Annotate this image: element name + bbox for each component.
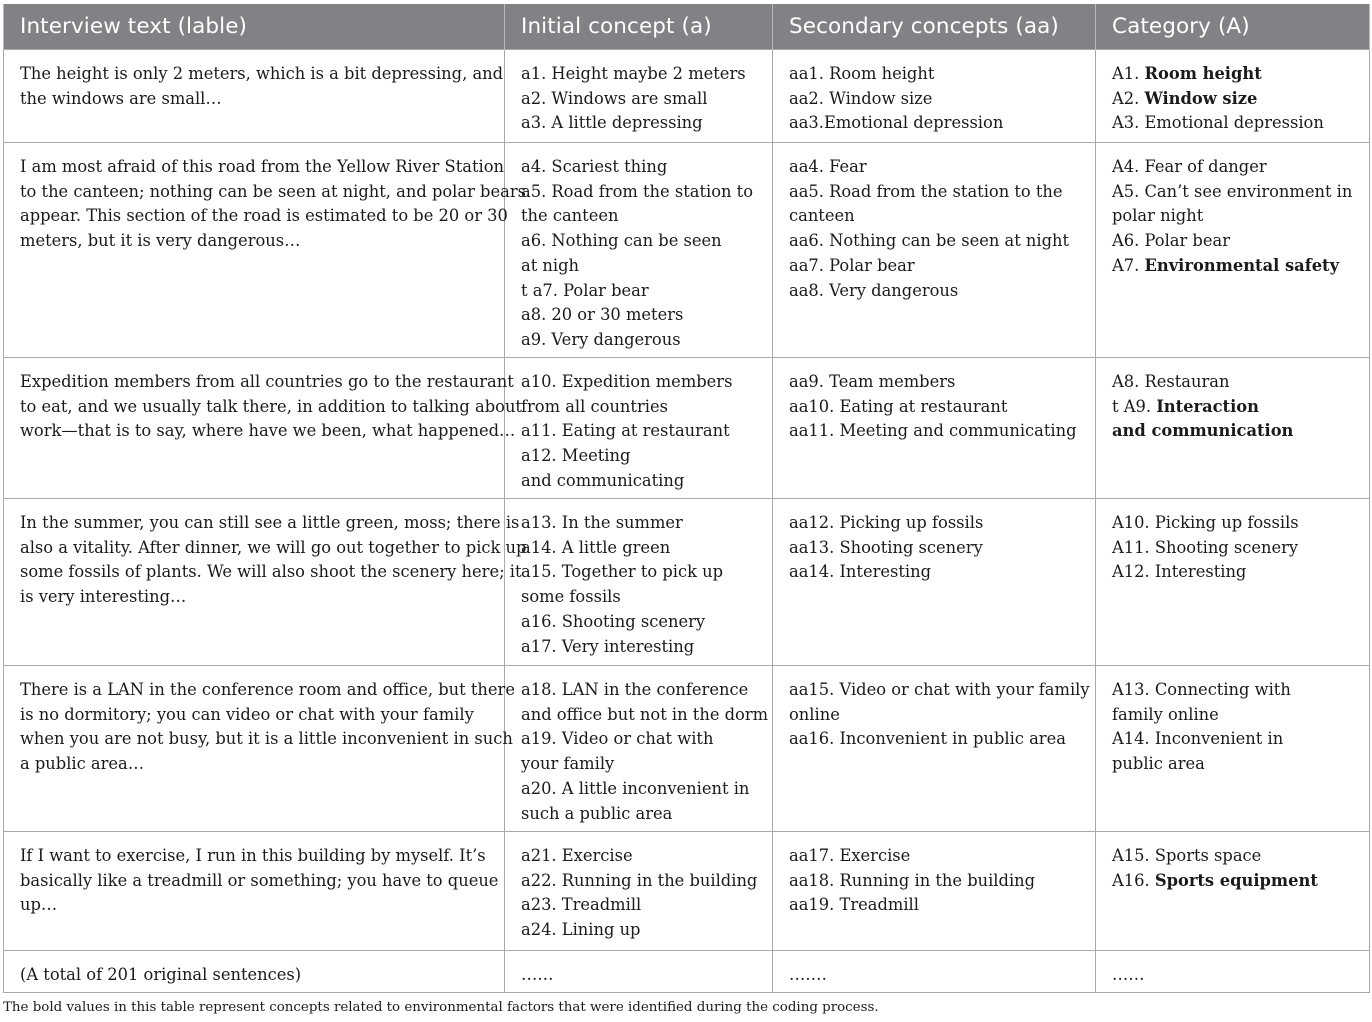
category-label: polar night [1112, 206, 1204, 226]
table-row [4, 50, 1370, 143]
secondary-concept-item: aa10. Eating at restaurant [789, 396, 1008, 416]
initial-concept-item: a20. A little inconvenient in [521, 778, 750, 798]
table-body [4, 50, 1370, 993]
secondary-concept-item: aa4. Fear [789, 157, 867, 176]
initial-concept-cell [505, 832, 773, 951]
secondary-concept-item: aa5. Road from the station to the [789, 181, 1063, 201]
category-label: …… [1112, 965, 1145, 984]
interview-text-line: The height is only 2 meters, which is a bit depressing, and [20, 64, 504, 83]
interview-text-line: appear. This section of the road is estimated to be 20 or 30 [20, 206, 508, 226]
interview-text-line: to the canteen; nothing can be seen at night, and polar bears [20, 181, 526, 201]
secondary-concept-item: ……. [789, 965, 827, 984]
interview-text-line: is very interesting… [20, 587, 187, 607]
category-item [1112, 229, 1359, 254]
interview-text-cell [4, 832, 505, 951]
header-initial-concept: Initial concept (a) [505, 4, 773, 50]
initial-concept-item: …… [521, 965, 554, 984]
interview-text-line: (A total of 201 original sentences) [20, 965, 302, 984]
table-row [4, 951, 1370, 993]
header-category: Category (A) [1096, 4, 1370, 50]
category-cell [1096, 50, 1370, 143]
header-secondary-concepts: Secondary concepts (aa) [773, 4, 1096, 50]
interview-text-line: meters, but it is very dangerous… [20, 231, 301, 251]
category-label: A6. Polar bear [1112, 231, 1230, 251]
secondary-concept-item: aa13. Shooting scenery [789, 537, 983, 557]
initial-concept-item: t a7. Polar bear [521, 280, 649, 300]
initial-concept-item: a11. Eating at restaurant [521, 421, 730, 441]
secondary-concept-item: aa15. Video or chat with your family [789, 680, 1090, 699]
interview-text-line: work—that is to say, where have we been, what happened… [20, 421, 516, 441]
category-bold-term: Sports equipment [1154, 870, 1318, 890]
initial-concept-item: a12. Meeting [521, 446, 631, 466]
initial-concept-item: a3. A little depressing [521, 113, 703, 133]
coding-table [3, 4, 1370, 993]
initial-concept-item: a2. Windows are small [521, 88, 708, 108]
table-row [4, 358, 1370, 499]
secondary-concept-item: aa9. Team members [789, 372, 956, 391]
category-label: A11. Shooting scenery [1112, 537, 1299, 557]
secondary-concept-item: aa8. Very dangerous [789, 280, 959, 300]
coding-table-container [3, 4, 1369, 993]
initial-concept-item: a10. Expedition members [521, 372, 733, 391]
initial-concept-item: your family [521, 754, 615, 774]
secondary-concept-item: aa12. Picking up fossils [789, 513, 984, 532]
secondary-concept-item: aa2. Window size [789, 88, 933, 108]
category-label: A5. Can’t see environment in [1112, 181, 1353, 201]
category-item [1112, 370, 1359, 395]
initial-concept-item: a5. Road from the station to [521, 181, 754, 201]
category-item [1112, 111, 1359, 136]
category-label: A4. Fear of danger [1112, 157, 1267, 176]
secondary-concept-item: online [789, 704, 840, 724]
category-label: family online [1112, 704, 1219, 724]
secondary-concept-item: aa16. Inconvenient in public area [789, 729, 1066, 749]
secondary-concept-item: aa7. Polar bear [789, 255, 915, 275]
category-item [1112, 511, 1359, 536]
secondary-concept-item: aa3.Emotional depression [789, 113, 1004, 133]
category-bold-term: Interaction [1156, 396, 1259, 416]
table-row [4, 499, 1370, 666]
category-label: A2. [1112, 88, 1145, 108]
category-item [1112, 844, 1359, 869]
initial-concept-item: a24. Lining up [521, 920, 641, 940]
category-label: A12. Interesting [1112, 562, 1247, 582]
interview-text-line: to eat, and we usually talk there, in addition to talking about [20, 396, 522, 416]
interview-text-line: In the summer, you can still see a little green, moss; there is [20, 513, 520, 532]
category-item [1112, 678, 1359, 703]
category-bold-term: and communication [1112, 421, 1294, 441]
category-item [1112, 204, 1359, 229]
category-label: t A9. [1112, 396, 1157, 416]
category-label: A1. [1112, 64, 1145, 83]
category-item [1112, 703, 1359, 728]
category-label: A14. Inconvenient in [1112, 729, 1284, 749]
category-label: A3. Emotional depression [1112, 113, 1324, 133]
initial-concept-item: a23. Treadmill [521, 895, 642, 915]
category-label: A7. [1112, 255, 1145, 275]
initial-concept-cell [505, 499, 773, 666]
secondary-concept-item: aa11. Meeting and communicating [789, 421, 1077, 441]
initial-concept-cell [505, 143, 773, 358]
category-bold-term: Window size [1144, 88, 1258, 108]
interview-text-line: the windows are small… [20, 88, 222, 108]
secondary-concept-item: aa17. Exercise [789, 846, 911, 865]
initial-concept-item: a21. Exercise [521, 846, 633, 865]
secondary-concept-cell [773, 358, 1096, 499]
category-cell [1096, 143, 1370, 358]
category-label: A13. Connecting with [1112, 680, 1291, 699]
initial-concept-item: a19. Video or chat with [521, 729, 714, 749]
initial-concept-cell [505, 666, 773, 832]
initial-concept-item: a17. Very interesting [521, 636, 695, 656]
initial-concept-item: at nigh [521, 255, 580, 275]
category-item [1112, 869, 1359, 894]
interview-text-cell [4, 358, 522, 499]
interview-text-line: up… [20, 895, 58, 915]
category-item [1112, 395, 1359, 420]
category-label: A16. [1112, 870, 1155, 890]
initial-concept-item: such a public area [521, 803, 673, 823]
secondary-concept-cell [773, 832, 1096, 951]
category-label: A15. Sports space [1112, 846, 1262, 865]
table-row [4, 666, 1370, 832]
table-header [4, 4, 1370, 50]
secondary-concept-item: aa19. Treadmill [789, 895, 919, 915]
interview-text-cell [4, 666, 515, 832]
initial-concept-item: and office but not in the dorm [521, 704, 769, 724]
interview-text-line: I am most afraid of this road from the Yellow River Station [20, 157, 504, 176]
initial-concept-item: a4. Scariest thing [521, 157, 668, 176]
initial-concept-cell [505, 358, 773, 499]
interview-text-line: Expedition members from all countries go to the restaurant [20, 372, 514, 391]
initial-concept-item: a18. LAN in the conference [521, 680, 749, 699]
category-bold-term: Room height [1144, 64, 1262, 83]
interview-text-line: There is a LAN in the conference room and office, but there [20, 680, 515, 699]
interview-text-line: basically like a treadmill or something; you have to queue [20, 870, 499, 890]
category-cell [1096, 951, 1370, 993]
interview-text-line: If I want to exercise, I run in this building by myself. It’s [20, 846, 486, 865]
category-label: public area [1112, 754, 1205, 774]
table-row [4, 832, 1370, 951]
header-row [4, 4, 1370, 50]
category-item [1112, 536, 1359, 561]
initial-concept-item: and communicating [521, 470, 685, 490]
interview-text-line: some fossils of plants. We will also shoot the scenery here; it [20, 562, 522, 582]
secondary-concept-cell [773, 951, 1096, 993]
initial-concept-item: a9. Very dangerous [521, 329, 681, 349]
table-row [4, 143, 1370, 358]
initial-concept-item: a6. Nothing can be seen [521, 231, 722, 251]
category-item [1112, 727, 1359, 752]
category-item [1112, 560, 1359, 585]
table-footnote: The bold values in this table represent concepts related to environmental factors that were identified during the coding process. [3, 1000, 879, 1015]
category-item [1112, 419, 1359, 444]
category-item [1112, 752, 1359, 777]
secondary-concept-item: aa6. Nothing can be seen at night [789, 231, 1070, 251]
category-item [1112, 155, 1359, 180]
category-cell [1096, 666, 1370, 832]
interview-text-line: a public area… [20, 754, 145, 774]
initial-concept-item: a8. 20 or 30 meters [521, 305, 684, 325]
secondary-concept-cell [773, 666, 1096, 832]
category-item [1112, 254, 1359, 279]
category-item [1112, 62, 1359, 87]
initial-concept-item: from all countries [521, 396, 668, 416]
interview-text-line: also a vitality. After dinner, we will go out together to pick up [20, 537, 527, 557]
category-cell [1096, 499, 1370, 666]
category-item [1112, 963, 1359, 988]
interview-text-line: is no dormitory; you can video or chat with your family [20, 704, 474, 724]
interview-text-cell [4, 951, 505, 993]
category-item [1112, 180, 1359, 205]
category-bold-term: Environmental safety [1144, 255, 1340, 275]
initial-concept-cell [505, 951, 773, 993]
category-cell [1096, 358, 1370, 499]
category-cell [1096, 832, 1370, 951]
initial-concept-item: a16. Shooting scenery [521, 611, 706, 631]
header-interview-text: Interview text (lable) [4, 4, 505, 50]
secondary-concept-item: aa18. Running in the building [789, 870, 1036, 890]
initial-concept-item: a22. Running in the building [521, 870, 758, 890]
secondary-concept-item: canteen [789, 206, 855, 226]
initial-concept-item: a13. In the summer [521, 513, 683, 532]
interview-text-cell [4, 143, 526, 358]
initial-concept-item: the canteen [521, 206, 619, 226]
secondary-concept-cell [773, 50, 1096, 143]
secondary-concept-item: aa1. Room height [789, 64, 935, 83]
initial-concept-item: some fossils [521, 587, 621, 607]
secondary-concept-cell [773, 499, 1096, 666]
interview-text-cell [4, 499, 527, 666]
initial-concept-item: a15. Together to pick up [521, 562, 724, 582]
interview-text-line: when you are not busy, but it is a little inconvenient in such [20, 729, 513, 749]
secondary-concept-cell [773, 143, 1096, 358]
initial-concept-item: a1. Height maybe 2 meters [521, 64, 746, 83]
interview-text-cell [4, 50, 505, 143]
initial-concept-item: a14. A little green [521, 537, 671, 557]
initial-concept-cell [505, 50, 773, 143]
category-item [1112, 87, 1359, 112]
category-label: A10. Picking up fossils [1112, 513, 1299, 532]
secondary-concept-item: aa14. Interesting [789, 562, 932, 582]
category-label: A8. Restauran [1112, 372, 1230, 391]
